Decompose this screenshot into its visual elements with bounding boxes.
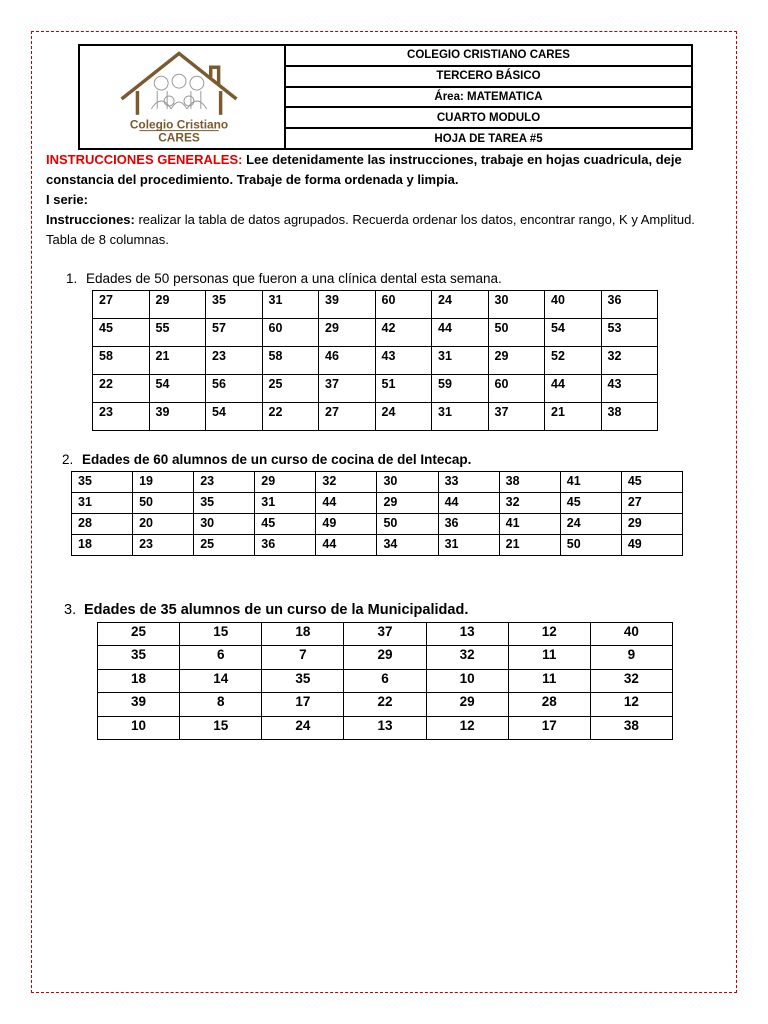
- table-cell: 54: [206, 403, 263, 431]
- table-row: [72, 514, 683, 535]
- table-cell: 12: [508, 623, 590, 646]
- table-cell: 22: [262, 403, 319, 431]
- school-header: [78, 44, 693, 150]
- table-cell: 43: [375, 347, 432, 375]
- table-cell: 37: [319, 375, 376, 403]
- table-cell: 30: [488, 291, 545, 319]
- table-cell: 50: [377, 514, 438, 535]
- table-cell: 53: [601, 319, 658, 347]
- table-cell: 23: [133, 535, 194, 556]
- table-cell: 39: [98, 693, 180, 716]
- table-cell: 32: [601, 347, 658, 375]
- table-cell: 58: [262, 347, 319, 375]
- table-cell: 24: [375, 403, 432, 431]
- table-cell: 29: [488, 347, 545, 375]
- question-3-title: 3. Edades de 35 alumnos de un curso de la Municipalidad.: [64, 602, 469, 618]
- table-cell: 41: [499, 514, 560, 535]
- svg-text:Colegio Cristiano: Colegio Cristiano: [129, 117, 229, 132]
- table-cell: 24: [262, 716, 344, 739]
- table-cell: 29: [621, 514, 682, 535]
- table-cell: 28: [72, 514, 133, 535]
- table-cell: 60: [488, 375, 545, 403]
- table-cell: 6: [344, 669, 426, 692]
- table-cell: 58: [93, 347, 150, 375]
- svg-text:CARES: CARES: [158, 130, 200, 145]
- table-cell: 54: [545, 319, 602, 347]
- question-3-table: [97, 622, 673, 740]
- header-homework: HOJA DE TAREA #5: [285, 128, 692, 149]
- table-cell: 38: [590, 716, 672, 739]
- question-2-title: 2. Edades de 60 alumnos de un curso de cocina de del Intecap.: [62, 452, 472, 467]
- table-cell: 39: [319, 291, 376, 319]
- table-cell: 23: [93, 403, 150, 431]
- school-logo: [79, 45, 285, 149]
- table-cell: 23: [206, 347, 263, 375]
- table-cell: 42: [375, 319, 432, 347]
- table-cell: 32: [499, 493, 560, 514]
- table-cell: 25: [262, 375, 319, 403]
- table-cell: 33: [438, 472, 499, 493]
- table-cell: 38: [499, 472, 560, 493]
- header-module: CUARTO MODULO: [285, 107, 692, 128]
- table-cell: 51: [375, 375, 432, 403]
- general-instructions: INSTRUCCIONES GENERALES: Lee detenidamente las instrucciones, trabaje en hojas cuadricula, deje constancia del procedimiento. Trabaje de forma ordenada y limpia.: [46, 152, 682, 187]
- table-cell: 49: [316, 514, 377, 535]
- serie-label: I serie:: [46, 192, 88, 207]
- table-cell: 59: [432, 375, 489, 403]
- table-cell: 32: [426, 646, 508, 669]
- table-row: [93, 375, 658, 403]
- table-cell: 29: [344, 646, 426, 669]
- table-cell: 45: [621, 472, 682, 493]
- table-row: [72, 535, 683, 556]
- table-cell: 27: [319, 403, 376, 431]
- table-cell: 35: [262, 669, 344, 692]
- table-cell: 41: [560, 472, 621, 493]
- table-cell: 30: [194, 514, 255, 535]
- table-cell: 27: [93, 291, 150, 319]
- table-cell: 44: [316, 493, 377, 514]
- table-cell: 29: [426, 693, 508, 716]
- table-cell: 52: [545, 347, 602, 375]
- table-cell: 13: [344, 716, 426, 739]
- table-cell: 29: [149, 291, 206, 319]
- header-school-name: COLEGIO CRISTIANO CARES: [285, 45, 692, 66]
- table-cell: 17: [508, 716, 590, 739]
- table-cell: 57: [206, 319, 263, 347]
- table-cell: 35: [194, 493, 255, 514]
- table-row: [98, 646, 673, 669]
- table-cell: 29: [255, 472, 316, 493]
- table-row: [98, 693, 673, 716]
- table-cell: 11: [508, 646, 590, 669]
- table-cell: 50: [560, 535, 621, 556]
- table-cell: 40: [545, 291, 602, 319]
- table-cell: 18: [98, 669, 180, 692]
- table-cell: 39: [149, 403, 206, 431]
- table-cell: 28: [508, 693, 590, 716]
- table-cell: 23: [194, 472, 255, 493]
- table-cell: 56: [206, 375, 263, 403]
- table-cell: 27: [621, 493, 682, 514]
- table-cell: 55: [149, 319, 206, 347]
- table-cell: 37: [344, 623, 426, 646]
- table-cell: 44: [545, 375, 602, 403]
- serie-instructions: Instrucciones: realizar la tabla de datos agrupados. Recuerda ordenar los datos, encontrar rango, K y Amplitud. Tabla de 8 columnas.: [46, 212, 695, 247]
- table-cell: 19: [133, 472, 194, 493]
- table-cell: 29: [319, 319, 376, 347]
- table-cell: 49: [621, 535, 682, 556]
- table-cell: 36: [255, 535, 316, 556]
- table-cell: 17: [262, 693, 344, 716]
- table-cell: 22: [344, 693, 426, 716]
- table-cell: 44: [438, 493, 499, 514]
- table-cell: 35: [206, 291, 263, 319]
- table-cell: 60: [262, 319, 319, 347]
- table-cell: 46: [319, 347, 376, 375]
- table-cell: 15: [180, 716, 262, 739]
- table-row: [98, 669, 673, 692]
- table-row: [93, 319, 658, 347]
- table-cell: 10: [426, 669, 508, 692]
- table-cell: 21: [499, 535, 560, 556]
- table-cell: 50: [133, 493, 194, 514]
- table-cell: 12: [590, 693, 672, 716]
- table-row: [72, 493, 683, 514]
- header-grade: TERCERO BÁSICO: [285, 66, 692, 87]
- table-cell: 24: [560, 514, 621, 535]
- table-cell: 18: [72, 535, 133, 556]
- table-row: [93, 291, 658, 319]
- table-cell: 18: [262, 623, 344, 646]
- table-cell: 36: [601, 291, 658, 319]
- table-cell: 35: [72, 472, 133, 493]
- table-cell: 9: [590, 646, 672, 669]
- table-cell: 21: [149, 347, 206, 375]
- table-cell: 31: [438, 535, 499, 556]
- question-2-table: [71, 471, 683, 556]
- table-cell: 40: [590, 623, 672, 646]
- table-cell: 32: [590, 669, 672, 692]
- table-cell: 38: [601, 403, 658, 431]
- table-cell: 14: [180, 669, 262, 692]
- table-cell: 31: [432, 347, 489, 375]
- table-cell: 25: [194, 535, 255, 556]
- table-cell: 44: [316, 535, 377, 556]
- table-cell: 31: [255, 493, 316, 514]
- table-cell: 30: [377, 472, 438, 493]
- table-cell: 32: [316, 472, 377, 493]
- table-row: [98, 716, 673, 739]
- question-1-table: [92, 290, 658, 431]
- school-logo-house-icon: [80, 47, 284, 147]
- table-cell: 11: [508, 669, 590, 692]
- table-cell: 13: [426, 623, 508, 646]
- table-row: [98, 623, 673, 646]
- table-cell: 24: [432, 291, 489, 319]
- table-cell: 15: [180, 623, 262, 646]
- question-1-title: 1. Edades de 50 personas que fueron a una clínica dental esta semana.: [66, 271, 502, 286]
- table-cell: 35: [98, 646, 180, 669]
- table-cell: 45: [93, 319, 150, 347]
- table-cell: 12: [426, 716, 508, 739]
- table-cell: 45: [255, 514, 316, 535]
- table-cell: 54: [149, 375, 206, 403]
- table-cell: 44: [432, 319, 489, 347]
- header-area: Área: MATEMATICA: [285, 87, 692, 108]
- table-cell: 8: [180, 693, 262, 716]
- table-cell: 43: [601, 375, 658, 403]
- table-cell: 34: [377, 535, 438, 556]
- table-cell: 60: [375, 291, 432, 319]
- table-cell: 29: [377, 493, 438, 514]
- table-cell: 7: [262, 646, 344, 669]
- table-cell: 20: [133, 514, 194, 535]
- table-cell: 37: [488, 403, 545, 431]
- instructions-block: [46, 150, 726, 250]
- table-cell: 31: [72, 493, 133, 514]
- table-cell: 31: [432, 403, 489, 431]
- table-cell: 22: [93, 375, 150, 403]
- table-cell: 36: [438, 514, 499, 535]
- table-cell: 10: [98, 716, 180, 739]
- table-cell: 45: [560, 493, 621, 514]
- table-row: [72, 472, 683, 493]
- table-cell: 6: [180, 646, 262, 669]
- table-cell: 21: [545, 403, 602, 431]
- table-cell: 25: [98, 623, 180, 646]
- table-row: [93, 403, 658, 431]
- table-row: [93, 347, 658, 375]
- table-cell: 31: [262, 291, 319, 319]
- table-cell: 50: [488, 319, 545, 347]
